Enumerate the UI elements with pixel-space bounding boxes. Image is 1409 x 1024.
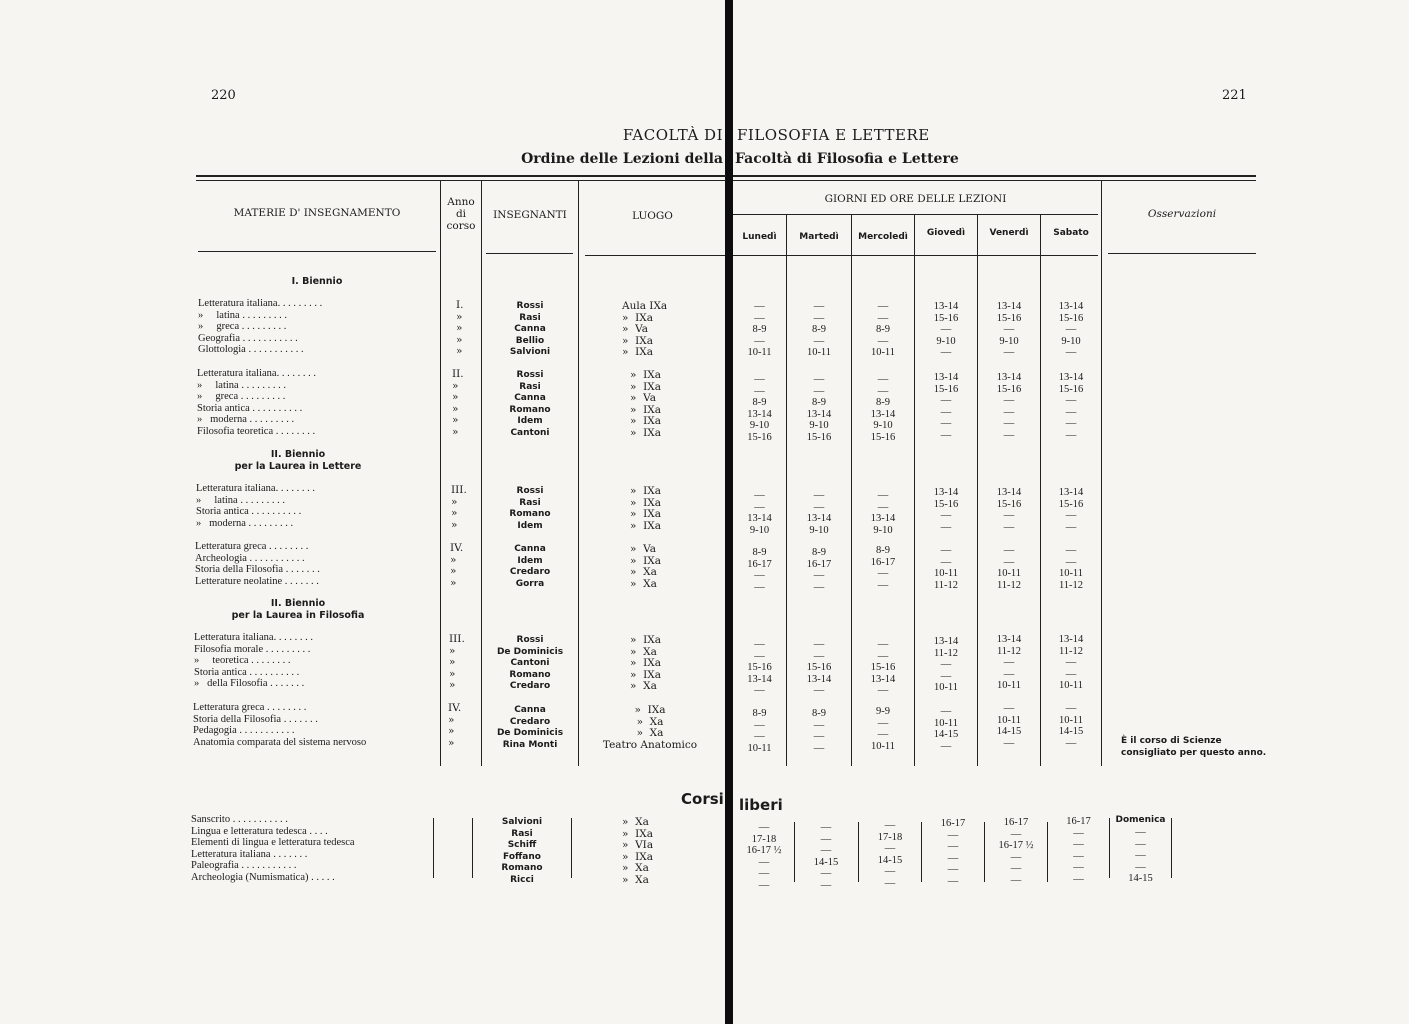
header-bottom-rule-days	[733, 255, 1098, 256]
block4-mercoledi: 8-9 16-17 — —	[870, 545, 896, 591]
cl-rule-1	[433, 818, 434, 878]
block3-sabato: 13-14 15-16 — —	[1058, 487, 1084, 533]
day-header-martedi: Martedì	[799, 232, 839, 242]
table-top-rule2-right	[733, 180, 1256, 181]
block5-anno: III. » » » »	[449, 633, 465, 691]
cl-rule-3	[571, 818, 572, 878]
block3-martedi: — — 13-14 9-10	[806, 490, 832, 536]
block3-lunedi: — — 13-14 9-10	[747, 490, 772, 536]
block4-martedi: 8-9 16-17 — —	[806, 547, 832, 593]
page-number-left: 220	[211, 88, 236, 103]
block3-anno: III. » » »	[451, 484, 467, 531]
corsi-liberi-martedi: — — — 14-15 — —	[813, 822, 839, 891]
block1-venerdi: 13-14 15-16 — 9-10 —	[996, 301, 1022, 358]
block1-martedi: — — 8-9 — 10-11	[806, 301, 832, 358]
corsi-liberi-label-right: liberi	[739, 796, 783, 814]
block5-luogo: » IXa » Xa » IXa » IXa » Xa	[630, 634, 661, 692]
col-rule-3	[578, 181, 579, 766]
table-top-rule-right	[733, 175, 1256, 177]
block2-luogo: » IXa » IXa » Va » IXa » IXa » IXa	[630, 369, 661, 439]
header-insegnanti: INSEGNANTI	[493, 209, 567, 221]
block5-teachers: Rossi De Dominicis Cantoni Romano Credaro	[496, 635, 564, 691]
table-top-rule2-left	[196, 180, 726, 181]
day-header-sabato: Sabato	[1053, 228, 1089, 238]
day-header-giovedi: Giovedì	[926, 228, 966, 238]
block6-mercoledi: 9-9 — — 10-11	[870, 706, 896, 752]
block3-giovedi: 13-14 15-16 — —	[933, 487, 959, 533]
block4-luogo: » Va » IXa » Xa » Xa	[630, 543, 661, 590]
block5-lunedi: — — 15-16 13-14 —	[747, 639, 772, 696]
block4-subjects: Letteratura greca . . . . . . . . Archeologia . . . . . . . . . . . Storia della Filosofia . . . . . . . Letterature neolatine . . . . . . .	[195, 541, 320, 587]
section-biennio-1: I. Biennio	[291, 276, 343, 287]
block6-teachers: Canna Credaro De Dominicis Rina Monti	[496, 705, 564, 750]
block6-sabato: — 10-11 14-15 —	[1058, 703, 1084, 749]
corsi-liberi-teachers: Salvioni Rasi Schiff Foffano Romano Ricci	[501, 817, 543, 885]
corsi-liberi-label-left: Corsi	[681, 790, 724, 808]
corsi-liberi-subjects: Sanscrito . . . . . . . . . . . Lingua e letteratura tedesca . . . . Elementi di lingua e letteratura tedesca Letteratura italiana . . . . . . . Paleografia . . . . . . . . . . . Archeologia (Numismatica) . . . . .	[191, 814, 355, 883]
day-header-mercoledi: Mercoledì	[858, 232, 908, 242]
page-number-right: 221	[1222, 88, 1247, 103]
block4-sabato: — — 10-11 11-12	[1058, 545, 1084, 591]
corsi-liberi-domenica-label: Domenica	[1115, 815, 1166, 825]
col-rule-1	[440, 181, 441, 766]
block1-teachers: Rossi Rasi Canna Bellio Salvioni	[509, 301, 551, 357]
block3-subjects: Letteratura italiana. . . . . . . . » latina . . . . . . . . . Storia antica . . . . . . . . . . » moderna . . . . . . . . .	[196, 483, 315, 529]
block1-luogo: Aula IXa » IXa » Va » IXa » IXa	[622, 300, 668, 358]
section-biennio-2-lettere: II. Biennio per la Laurea in Lettere	[234, 449, 362, 472]
block6-giovedi: — 10-11 14-15 —	[933, 706, 959, 752]
title-right: FILOSOFIA E LETTERE	[737, 126, 930, 144]
block4-teachers: Canna Idem Credaro Gorra	[509, 544, 551, 589]
block3-venerdi: 13-14 15-16 — —	[996, 487, 1022, 533]
header-giorni: GIORNI ED ORE DELLE LEZIONI	[824, 193, 1007, 205]
corsi-liberi-giovedi: 16-17 — — — — —	[940, 818, 966, 887]
book-gutter	[725, 0, 733, 1024]
corsi-liberi-sabato: 16-17 — — — — —	[1066, 816, 1091, 885]
header-bottom-rule-osservazioni	[1108, 253, 1256, 254]
block5-mercoledi: — — 15-16 13-14 —	[870, 639, 896, 696]
block6-observation: È il corso di Scienze consigliato per questo anno.	[1121, 736, 1267, 758]
block3-luogo: » IXa » IXa » IXa » IXa	[630, 485, 661, 532]
corsi-liberi-domenica: — — — — 14-15	[1128, 827, 1153, 884]
block1-lunedi: — — 8-9 — 10-11	[747, 301, 772, 358]
block2-martedi: — — 8-9 13-14 9-10 15-16	[806, 374, 832, 443]
header-materie: MATERIE D' INSEGNAMENTO	[233, 207, 401, 219]
header-luogo: LUOGO	[632, 210, 673, 222]
block5-giovedi: 13-14 11-12 — — 10-11	[933, 636, 959, 693]
block6-lunedi: 8-9 — — 10-11	[747, 708, 772, 754]
block1-sabato: 13-14 15-16 — 9-10 —	[1058, 301, 1084, 358]
block2-lunedi: — — 8-9 13-14 9-10 15-16	[747, 374, 772, 443]
block3-mercoledi: — — 13-14 9-10	[870, 490, 896, 536]
corsi-liberi-luogo: » Xa » IXa » VIa » IXa » Xa » Xa	[622, 816, 654, 886]
block1-mercoledi: — — 8-9 — 10-11	[870, 301, 896, 358]
table-top-rule-left	[196, 175, 726, 177]
block2-teachers: Rossi Rasi Canna Romano Idem Cantoni	[509, 370, 551, 438]
block4-anno: IV. » » »	[450, 542, 464, 589]
corsi-liberi-mercoledi: — 17-18 — 14-15 — —	[877, 820, 903, 889]
col-rule-2	[481, 181, 482, 766]
cl-rule-10	[1171, 818, 1172, 878]
subtitle-right: Facoltà di Filosofia e Lettere	[735, 151, 959, 167]
block1-subjects: Letteratura italiana. . . . . . . . . » latina . . . . . . . . . » greca . . . . . . . . . Geografia . . . . . . . . . . . Glottologia . . . . . . . . . . .	[198, 298, 323, 355]
block6-venerdi: — 10-11 14-15 —	[996, 703, 1022, 749]
block4-lunedi: 8-9 16-17 — —	[747, 547, 772, 593]
section-biennio-2-filosofia: II. Biennio per la Laurea in Filosofia	[231, 598, 365, 621]
corsi-liberi-venerdi: 16-17 — 16-17 ½ — — —	[998, 817, 1034, 886]
block5-venerdi: 13-14 11-12 — — 10-11	[996, 634, 1022, 691]
header-anno: Anno di corso	[446, 196, 476, 232]
days-group-rule	[733, 214, 1098, 215]
block6-martedi: 8-9 — — —	[812, 708, 826, 754]
header-bottom-rule-materie	[198, 251, 436, 252]
block6-subjects: Letteratura greca . . . . . . . . Storia della Filosofia . . . . . . . Pedagogia . . . . . . . . . . . Anatomia comparata del sistema nervoso	[193, 702, 367, 748]
header-osservazioni: Osservazioni	[1147, 208, 1217, 220]
subtitle-left: Ordine delle Lezioni della	[521, 151, 723, 167]
block5-sabato: 13-14 11-12 — — 10-11	[1058, 634, 1084, 691]
block1-giovedi: 13-14 15-16 — 9-10 —	[933, 301, 959, 358]
block2-giovedi: 13-14 15-16 — — — —	[933, 372, 959, 441]
title-left: FACOLTÀ DI	[622, 126, 723, 144]
block6-luogo: » IXa » Xa » Xa Teatro Anatomico	[602, 704, 698, 751]
block6-anno: IV. » » »	[448, 702, 462, 749]
block5-martedi: — — 15-16 13-14 —	[806, 639, 832, 696]
corsi-liberi-lunedi: — 17-18 16-17 ½ — — —	[746, 822, 782, 891]
block4-venerdi: — — 10-11 11-12	[996, 545, 1022, 591]
block2-anno: II. » » » » »	[452, 368, 464, 438]
block3-teachers: Rossi Rasi Romano Idem	[509, 486, 551, 531]
day-header-lunedi: Lunedì	[742, 232, 777, 242]
block2-sabato: 13-14 15-16 — — — —	[1058, 372, 1084, 441]
block2-venerdi: 13-14 15-16 — — — —	[996, 372, 1022, 441]
block2-subjects: Letteratura italiana. . . . . . . . » latina . . . . . . . . . » greca . . . . . . . . . Storia antica . . . . . . . . . . » moderna . . . . . . . . . Filosofia teoretica . . . . . . . .	[197, 368, 316, 437]
cl-rule-2	[472, 818, 473, 878]
day-header-venerdi: Venerdì	[989, 228, 1029, 238]
col-rule-9	[1101, 181, 1102, 766]
block4-giovedi: — — 10-11 11-12	[933, 545, 959, 591]
block5-subjects: Letteratura italiana. . . . . . . . Filosofia morale . . . . . . . . . » teoretica . . . . . . . . Storia antica . . . . . . . . . . » della Filosofia . . . . . . .	[194, 632, 313, 689]
block2-mercoledi: — — 8-9 13-14 9-10 15-16	[870, 374, 896, 443]
header-bottom-rule-luogo	[585, 255, 725, 256]
block1-anno: I. » » » »	[456, 299, 464, 357]
header-bottom-rule-insegnanti	[486, 253, 573, 254]
